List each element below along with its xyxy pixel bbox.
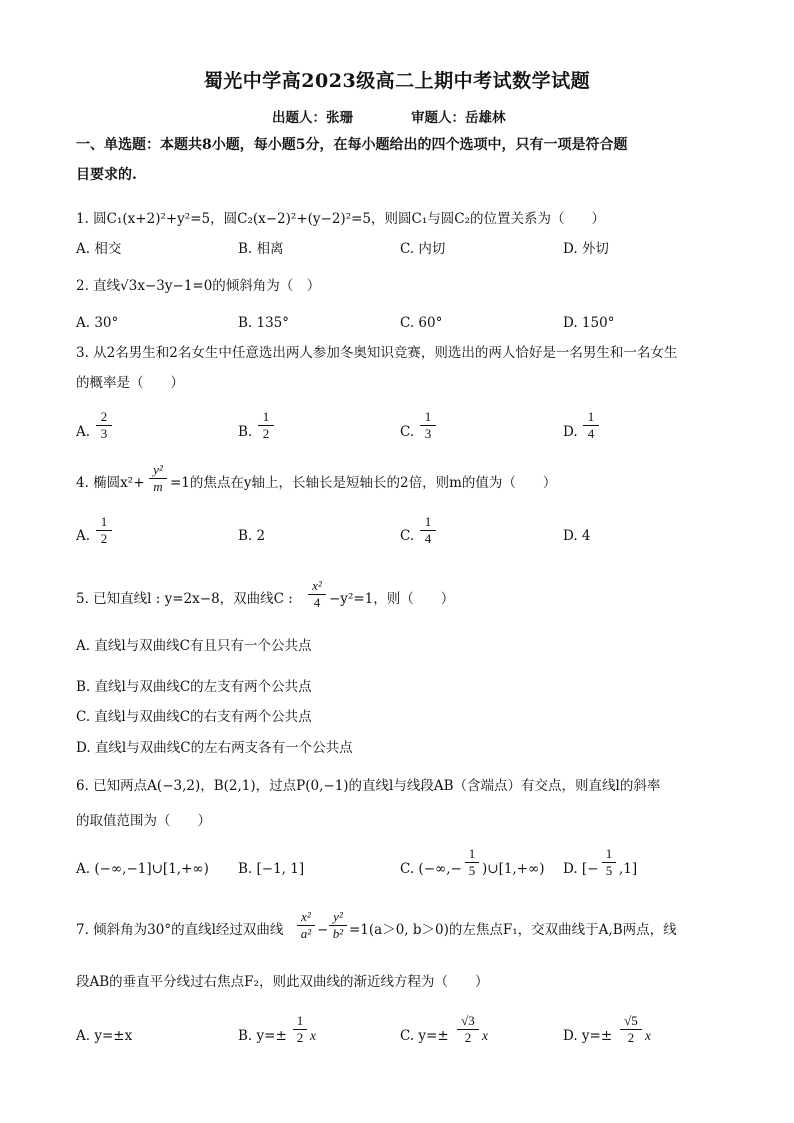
question-6-stem: 6. 已知两点A(−3,2)，B(2,1)，过点P(0,−1)的直线l与线段AB（含端点）有交点，则直线l的斜率 — [76, 778, 661, 794]
question-5-stem-b: −y²=1，则（ ） — [329, 591, 455, 607]
setter: 出题人：张珊 — [272, 110, 353, 126]
question-3-option-d-fraction: 1 4 — [583, 409, 599, 442]
question-3-option-a-label: A. — [76, 424, 91, 440]
question-3-option-d-label: D. — [563, 424, 578, 440]
question-1-option-a: A. 相交 — [76, 241, 122, 257]
question-3-option-c-label: C. — [400, 424, 415, 440]
question-7-stem-a: 7. 倾斜角为30°的直线l经过双曲线 — [76, 922, 284, 938]
question-7-option-b-a: B. y=± — [238, 1028, 287, 1044]
section-heading: 一、单选题：本题共8小题，每小题5分，在每小题给出的四个选项中，只有一项是符合题 — [76, 137, 628, 153]
question-2-option-a: A. 30° — [76, 315, 119, 331]
question-2-option-c: C. 60° — [400, 315, 443, 331]
question-7-fraction-1: x² a² — [297, 909, 315, 942]
question-5-option-c: C. 直线l与双曲线C的右支有两个公共点 — [76, 709, 312, 725]
question-5-option-b: B. 直线l与双曲线C的左支有两个公共点 — [76, 679, 312, 695]
question-7-option-b-x: x — [310, 1028, 316, 1043]
question-7-option-a: A. y=±x — [76, 1028, 133, 1044]
question-4-option-b: B. 2 — [238, 528, 266, 544]
question-5-stem-fraction: x² 4 — [308, 578, 326, 611]
question-7-option-c-a: C. y=± — [400, 1028, 449, 1044]
question-1-option-c: C. 内切 — [400, 241, 446, 257]
question-1-option-d: D. 外切 — [563, 241, 609, 257]
page-title: 蜀光中学高2023级高二上期中考试数学试题 — [203, 70, 591, 92]
question-7-option-d-x: x — [645, 1028, 651, 1043]
reviewer: 审题人：岳雄林 — [411, 110, 506, 126]
question-7-stem-b: =1(a＞0, b＞0)的左焦点F₁，交双曲线于A,B两点，线 — [349, 922, 677, 938]
question-5-option-a: A. 直线l与双曲线C有且只有一个公共点 — [76, 638, 312, 654]
question-7-fraction-2: y² b² — [329, 909, 347, 942]
question-3-option-c-fraction: 1 3 — [420, 409, 436, 442]
question-5-stem-a: 5. 已知直线l : y=2x−8，双曲线C : — [76, 591, 293, 607]
question-6-option-c-b: )∪[1,+∞) — [482, 861, 545, 877]
question-4-option-a-label: A. — [76, 528, 91, 544]
question-6-stem-cont: 的取值范围为（ ） — [76, 813, 211, 829]
question-3-option-a-fraction: 2 3 — [96, 409, 112, 442]
section-heading-cont: 目要求的. — [76, 167, 137, 183]
question-6-option-c-fraction: 1 5 — [465, 846, 479, 879]
question-1-stem: 1. 圆C₁(x+2)²+y²=5，圆C₂(x−2)²+(y−2)²=5，则圆C₁与圆C₂的位置关系为（ ） — [76, 211, 605, 227]
question-6-option-a: A. (−∞,−1]∪[1,+∞) — [76, 861, 209, 877]
question-6-option-d-a: D. [− — [563, 861, 599, 877]
question-4-option-c-label: C. — [400, 528, 415, 544]
question-7-option-b-fraction: 1 2 — [293, 1013, 307, 1046]
question-4-option-d: D. 4 — [563, 528, 591, 544]
question-4-stem-b: =1的焦点在y轴上，长轴长是短轴长的2倍，则m的值为（ ） — [170, 475, 557, 491]
question-4-option-a-fraction: 1 2 — [96, 514, 112, 547]
question-7-minus: − — [317, 922, 329, 938]
question-3-stem: 3. 从2名男生和2名女生中任意选出两人参加冬奥知识竞赛，则选出的两人恰好是一名男生和一名女生 — [76, 345, 678, 361]
question-6-option-c-a: C. (−∞,− — [400, 861, 462, 877]
question-6-option-b: B. [−1, 1] — [238, 861, 305, 877]
question-3-option-b-fraction: 1 2 — [258, 409, 274, 442]
question-2-option-d: D. 150° — [563, 315, 615, 331]
question-1-option-b: B. 相离 — [238, 241, 284, 257]
question-7-option-c-fraction: √3 2 — [457, 1013, 479, 1046]
question-5-option-d: D. 直线l与双曲线C的左右两支各有一个公共点 — [76, 740, 353, 756]
question-7-option-c-x: x — [482, 1028, 488, 1043]
question-6-option-d-b: ,1] — [619, 861, 638, 877]
question-4-stem-fraction: y² m — [149, 462, 167, 495]
question-3-stem-cont: 的概率是（ ） — [76, 375, 184, 391]
question-3-option-b-label: B. — [238, 424, 253, 440]
question-4-option-c-fraction: 1 4 — [420, 514, 436, 547]
question-2-option-b: B. 135° — [238, 315, 290, 331]
question-6-option-d-fraction: 1 5 — [602, 846, 616, 879]
question-2-stem: 2. 直线√3x−3y−1=0的倾斜角为（ ） — [76, 278, 321, 294]
question-7-option-d-fraction: √5 2 — [620, 1013, 642, 1046]
question-4-stem-a: 4. 椭圆x²+ — [76, 475, 145, 491]
question-7-stem-cont: 段AB的垂直平分线过右焦点F₂，则此双曲线的渐近线方程为（ ） — [76, 974, 489, 990]
question-7-option-d-a: D. y=± — [563, 1028, 613, 1044]
